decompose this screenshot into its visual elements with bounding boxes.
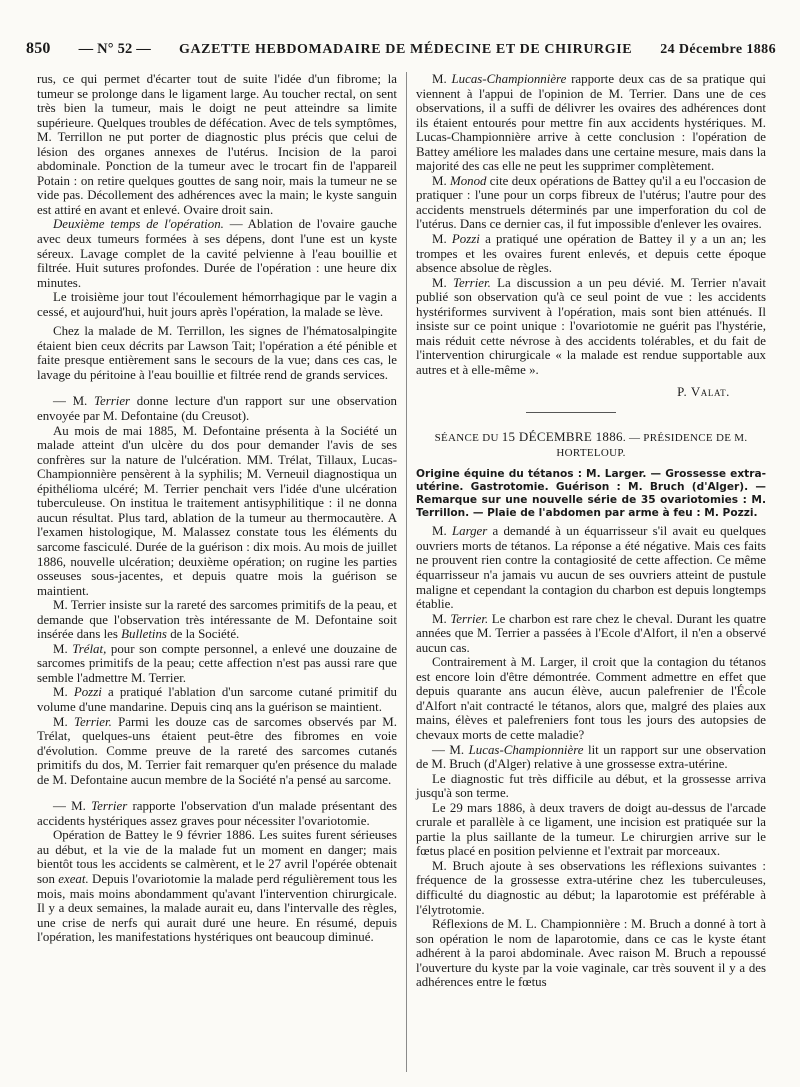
page-header <box>26 40 776 62</box>
paragraph: — M. Terrier donne lecture d'un rapport sur une observation envoyée par M. Defontaine (du Creusot). <box>37 394 397 424</box>
paragraph: Deuxième temps de l'opération. — Ablation de l'ovaire gauche avec deux tumeurs formées à ses dépens, dont l'une est un kyste séreux. Lavage complet de la cavité pelvienne à l'eau bouillie et filtrée. Huit sutures profondes. Durée de l'opération : une heure dix minutes. <box>37 217 397 290</box>
journal-title: GAZETTE HEBDOMADAIRE DE MÉDECINE ET DE CHIRURGIE <box>178 42 633 57</box>
session-summary: Origine équine du tétanos : M. Larger. — Grossesse extra-utérine. Gastrotomie. Guérison : M. Bruch (d'Alger). — Remarque sur une nouvelle série de 35 ovariotomies : M. Terrillon. — Plaie de l'abdomen par arme à feu : M. Pozzi. <box>416 468 766 519</box>
paragraph: — M. Terrier rapporte l'observation d'un malade présentant des accidents hystériques assez graves pour nécessiter l'ovariotomie. <box>37 799 397 828</box>
paragraph: Réflexions de M. L. Championnière : M. Bruch a donné à tort à son opération le nom de laparotomie, dans ce cas le kyste étant adhérent à la paroi abdominale. Avec raison M. Bruch a repoussé l'ouverture du kyste par la voie vaginale, car très souvent il y a des adhérences entre le fœtus <box>416 917 766 990</box>
paragraph: M. Terrier insiste sur la rareté des sarcomes primitifs de la peau, et demande que l'observation très intéressante de M. Defontaine soit insérée dans les Bulletins de la Société. <box>37 598 397 642</box>
speaker-name: Pozzi <box>73 685 102 700</box>
section-rule <box>526 412 616 413</box>
speaker-name: Terrier <box>94 394 131 409</box>
paragraph: M. Lucas-Championnière rapporte deux cas de sa pratique qui viennent à l'appui de l'opinion de M. Terrier. Dans une de ces observations, il a suffi de délivrer les ovaires des adhérences dont ils étaient entourés pour mettre fin aux accidents hystériques. M. Lucas-Championnière arrive à cette conclusion : l'opération de Battey améliore les malades dans une certaine mesure, mais dans la majorité des cas elle ne peut les supprimer complètement. <box>416 72 766 174</box>
issue-date: 24 Décembre 1886 <box>660 42 776 57</box>
speaker-name: Monod <box>449 173 487 188</box>
issue-number: — N° 52 — <box>78 41 152 57</box>
paragraph: M. Terrier. La discussion a un peu dévié. M. Terrier n'avait publié son observation qu'à ce seul point de vue : les accidents hystériformes survivent à l'opération, mais sont bien atténués. Il insiste sur ce point unique : l'ovariotomie ne guérit pas l'hystérie, mais réduit cette névrose à des accidents tolérables, et du fait de l'intervention chirurgicale « la malade est rendue supportable aux autres et à elle-même ». <box>416 275 766 377</box>
paragraph: M. Monod cite deux opérations de Battey qu'il a eu l'occasion de pratiquer : l'une pour un corps fibreux de l'utérus; l'autre pour des accidents menstruels déterminés par une imperforation du col de l'utérus. Dans ce dernier cas, il fut impossible d'enlever les ovaires. <box>416 173 766 232</box>
paragraph: M. Terrier. Le charbon est rare chez le cheval. Durant les quatre années que M. Terrier a passées à l'Ecole d'Alfort, il n'en a observé aucun cas. <box>416 611 766 655</box>
left-column <box>37 72 397 945</box>
column-divider <box>406 72 407 1072</box>
paragraph: Contrairement à M. Larger, il croit que la contagion du tétanos est encore loin d'être démontrée. Comment admettre en effet que depuis quarante ans aucun élève, aucun palefrenier de l'École d'Alfort n'ait contracté le tétanos, alors que, malgré des plaies aux mains, élèves et palefreniers font tous les jours des autopsies de chevaux morts de cette maladie? <box>416 655 766 742</box>
paragraph: M. Terrier. Parmi les douze cas de sarcomes observés par M. Trélat, quelques-uns étaient peut-être des fibromes en voie d'évolution. Comme preuve de la rareté des sarcomes cutanés primitifs du dos, M. Terrier fait remarquer qu'en présence du malade de M. Defontaine aucun membre de la Société n'a pensé au sarcome. <box>37 714 397 787</box>
speaker-name: Larger <box>451 524 488 539</box>
speaker-name: Terrier. <box>452 275 491 290</box>
session-heading: SÉANCE DU 15 DÉCEMBRE 1886. — PRÉSIDENCE DE M. HORTELOUP. <box>434 429 748 459</box>
page-number: 850 <box>26 40 51 57</box>
speaker-name: Terrier. <box>73 714 112 729</box>
paragraph: Au mois de mai 1885, M. Defontaine présenta à la Société un malade atteint d'un ulcère du dos pour demander l'avis de ses confrères sur la nature de l'ulcération. MM. Trélat, Tillaux, Lucas-Championnière pensèrent à la syphilis; M. Verneuil diagnostiqua un épithélioma ulcéré; M. Terrier penchait vers l'idée d'une ulcération tuberculeuse. On institua le traitement antisyphilitique : il ne donna aucun résultat. Plus tard, ablation de la tumeur au thermocautère. A l'examen histologique, M. Malassez constate tous les éléments du sarcome fasciculé. Durée de la guérison : dix mois. Au mois de juillet 1886, nouvelle ulcération; deuxième opération; on rugine les parties osseuses sous-jacentes, et depuis quatre mois la guérison se maintient. <box>37 423 397 598</box>
speaker-name: Terrier. <box>450 611 489 626</box>
paragraph: M. Pozzi a pratiqué une opération de Battey il y a un an; les trompes et les ovaires furent enlevés, et depuis cette époque absence absolue de règles. <box>416 232 766 276</box>
right-column <box>416 72 766 990</box>
paragraph: — M. Lucas-Championnière lit un rapport sur une observation de M. Bruch (d'Alger) relative à une grossesse extra-utérine. <box>416 742 766 772</box>
speaker-name: Terrier <box>91 799 128 814</box>
speaker-name: Trélat, <box>72 641 107 656</box>
speaker-name: Lucas-Championnière <box>451 72 567 86</box>
paragraph: M. Larger a demandé à un équarrisseur s'il avait eu quelques ouvriers morts de tétanos. La réponse a été négative. Mais ces faits ne prouvent rien contre la contagiosité de cette affection. Ce même équarrisseur n'a jamais vu aucun de ses ouvriers atteint de pustule maligne et cependant la contagion du charbon est depuis longtemps établie. <box>416 524 766 612</box>
paragraph: Le 29 mars 1886, à deux travers de doigt au-dessus de l'arcade crurale et parallèle à ce ligament, une incision est pratiquée sur la partie la plus saillante de la tumeur. Le chirurgien arrive sur le fœtus placé en position pelvienne et l'extrait par morceaux. <box>416 800 766 859</box>
speaker-name: Lucas-Championnière <box>468 742 584 757</box>
speaker-name: Pozzi <box>451 232 480 247</box>
paragraph: Le troisième jour tout l'écoulement hémorrhagique par le vagin a cessé, et aujourd'hui, huit jours après l'opération, la malade se lève. <box>37 290 397 319</box>
paragraph: M. Trélat, pour son compte personnel, a enlevé une douzaine de sarcomes primitifs de la peau; cette affection n'est pas aussi rare que semble l'admettre M. Terrier. <box>37 641 397 685</box>
paragraph: Opération de Battey le 9 février 1886. Les suites furent sérieuses au début, et la vie de la malade fut un moment en danger; mais bientôt tous les accidents se calmèrent, et le 27 avril l'opérée obtenait son exeat. Depuis l'ovariotomie la malade perd régulièrement tous les mois, mais moins abondamment qu'avant l'intervention chirurgicale. Il y a deux semaines, la malade aurait eu, dans l'intervalle des règles, une crise de nerfs qui aurait duré une heure. En résumé, depuis l'opération, les manifestations hystériques ont beaucoup diminué. <box>37 828 397 945</box>
paragraph: M. Bruch ajoute à ses observations les réflexions suivantes : fréquence de la grossesse extra-utérine chez les tuberculeuses, difficulté du diagnostic au début; la laparotomie est préférable à l'élytrotomie. <box>416 858 766 917</box>
paragraph: Chez la malade de M. Terrillon, les signes de l'hématosalpingite étaient bien ceux décrits par Lawson Tait; l'opération a été pénible et faite presque entièrement sans le secours de la vue; dans ces cas, le lavage du péritoine à l'eau bouillie et filtrée rend de grands services. <box>37 324 397 382</box>
paragraph: rus, ce qui permet d'écarter tout de suite l'idée d'un fibrome; la tumeur se prolonge dans le ligament large. Au toucher rectal, on sent très bien la tumeur, mais le doigt ne peut atteindre sa limite supérieure. Quelques troubles de défécation. Avec de tels symptômes, M. Terrillon ne put porter de diagnostic plus précis que celui de lésion des organes annexes de l'utérus. Incision de la paroi abdominale. Ponction de la tumeur avec le trocart fin de l'appareil Potain : on retire quelques gouttes de sang noir, mais la tumeur ne se vide pas. Décollement des adhérences avec la main; le kyste sanguin est attiré en avant et enlevé. Ovaire droit sain. <box>37 72 397 217</box>
paragraph: Le diagnostic fut très difficile au début, et la grossesse arriva jusqu'à son terme. <box>416 771 766 801</box>
author-signature: P. Valat. <box>677 385 730 400</box>
paragraph: M. Pozzi a pratiqué l'ablation d'un sarcome cutané primitif du volume d'une mandarine. Depuis cinq ans la guérison se maintient. <box>37 685 397 714</box>
